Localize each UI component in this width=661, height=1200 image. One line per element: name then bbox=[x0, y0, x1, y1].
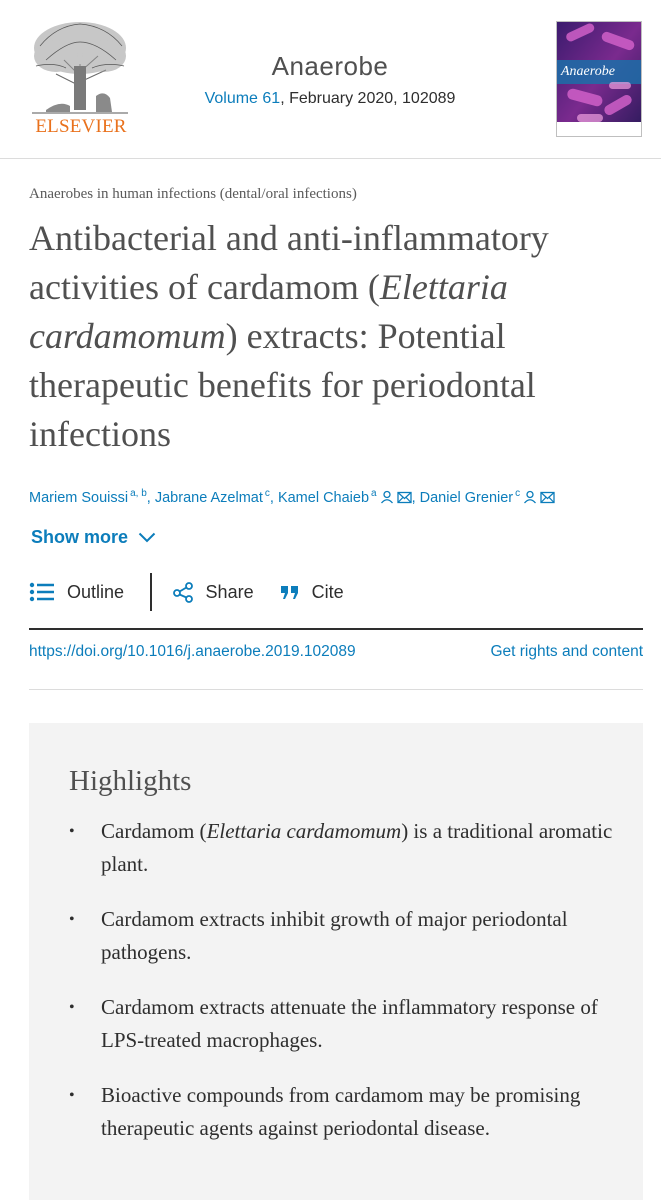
journal-title[interactable]: Anaerobe bbox=[271, 51, 389, 81]
elsevier-logo[interactable] bbox=[26, 16, 134, 138]
rights-link[interactable]: Get rights and content bbox=[490, 643, 643, 660]
cover-title: Anaerobe bbox=[561, 64, 615, 79]
user-icon[interactable] bbox=[523, 490, 537, 504]
highlights-list bbox=[69, 815, 629, 1167]
elsevier-wordmark: ELSEVIER bbox=[35, 116, 127, 137]
journal-info bbox=[160, 50, 500, 108]
highlight-text: Cardamom extracts inhibit growth of major periodontal pathogens. bbox=[101, 907, 568, 964]
volume-link[interactable]: Volume 61 bbox=[204, 90, 281, 107]
list-item bbox=[69, 991, 629, 1057]
article-section[interactable]: Anaerobes in human infections (dental/oral infections) bbox=[29, 186, 357, 202]
author-link[interactable]: Jabrane Azelmat bbox=[154, 490, 263, 506]
share-button[interactable] bbox=[172, 581, 254, 603]
quote-icon bbox=[280, 584, 300, 600]
author-link[interactable]: Mariem Souissi bbox=[29, 490, 129, 506]
outline-label: Outline bbox=[67, 581, 125, 602]
issue-info bbox=[160, 90, 500, 108]
chevron-down-icon bbox=[138, 532, 156, 543]
mail-icon[interactable] bbox=[540, 491, 555, 504]
show-more-button[interactable] bbox=[31, 527, 156, 548]
bullet: • bbox=[69, 911, 75, 928]
bullet: • bbox=[69, 823, 75, 840]
article-title bbox=[29, 214, 649, 459]
title-part-1: Antibacterial and anti-inflammatory activities of cardamom ( bbox=[29, 218, 549, 307]
highlight-text: Cardamom extracts attenuate the inflammatory response of LPS-treated macrophages. bbox=[101, 995, 598, 1052]
author-affiliation[interactable]: c bbox=[264, 488, 270, 499]
actions-divider bbox=[150, 573, 152, 611]
outline-button[interactable] bbox=[29, 581, 124, 603]
show-more-label: Show more bbox=[31, 527, 129, 547]
article-actions bbox=[29, 572, 344, 612]
cite-label: Cite bbox=[311, 581, 344, 602]
journal-cover-image[interactable] bbox=[556, 21, 642, 137]
journal-header bbox=[0, 0, 661, 158]
elsevier-tree-icon bbox=[26, 16, 134, 116]
actions-rule bbox=[29, 628, 643, 630]
list-item bbox=[69, 815, 629, 881]
author-list: Mariem Souissi $^{a, b}$, Jabrane Azelmat $^c$, Kamel Chaieb $^a$ , Daniel Grenier $^c$ bbox=[29, 488, 555, 506]
title-part-3: ) extracts: Potential therapeutic benefits for periodontal infections bbox=[29, 316, 536, 454]
author-affiliation[interactable]: a, b bbox=[130, 488, 147, 499]
highlight-text: Cardamom ( bbox=[101, 819, 207, 843]
share-icon bbox=[172, 581, 194, 603]
author-affiliation[interactable]: c bbox=[515, 488, 521, 499]
author-link[interactable]: Daniel Grenier bbox=[419, 490, 514, 506]
mail-icon[interactable] bbox=[397, 491, 412, 504]
issue-details: , February 2020, 102089 bbox=[280, 90, 456, 107]
doi-link[interactable]: https://doi.org/10.1016/j.anaerobe.2019.102089 bbox=[29, 643, 356, 660]
share-label: Share bbox=[205, 581, 254, 602]
header-divider bbox=[0, 158, 661, 159]
highlights-title: Highlights bbox=[69, 765, 192, 797]
bullet: • bbox=[69, 1087, 75, 1104]
list-item bbox=[69, 1079, 629, 1145]
author-affiliation[interactable]: a bbox=[371, 488, 377, 499]
author-link[interactable]: Kamel Chaieb bbox=[277, 490, 370, 506]
highlights-box bbox=[29, 723, 643, 1200]
cite-button[interactable] bbox=[280, 582, 344, 603]
highlight-species: Elettaria cardamomum bbox=[206, 819, 402, 843]
list-icon bbox=[29, 581, 55, 603]
highlight-text: Bioactive compounds from cardamom may be promising therapeutic agents against periodontal disease. bbox=[101, 1083, 581, 1140]
user-icon[interactable] bbox=[380, 490, 394, 504]
highlight-text: ) is a traditional aromatic plant. bbox=[101, 819, 613, 876]
bullet: • bbox=[69, 999, 75, 1016]
title-part-species: Elettaria cardamomum bbox=[29, 267, 508, 356]
list-item bbox=[69, 903, 629, 969]
links-divider bbox=[29, 689, 643, 690]
